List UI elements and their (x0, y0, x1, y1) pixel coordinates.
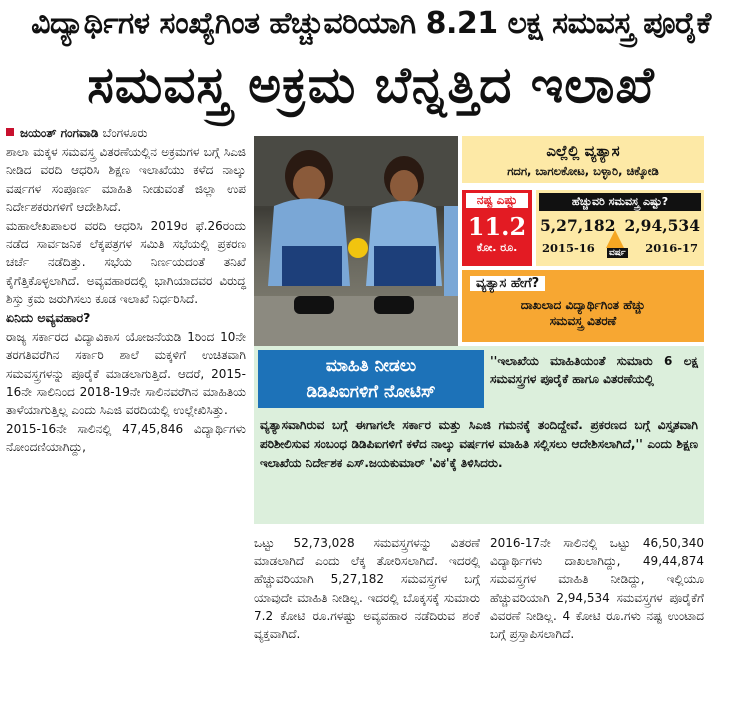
year-2015-16: 2015-16 (542, 241, 595, 255)
paragraph: ಮಹಾಲೇಖಪಾಲರ ವರದಿ ಆಧರಿಸಿ 2019ರ ಫೆ.26ರಂದು ನಡೆದ ಸಾರ್ವಜನಿಕ ಲೆಕ್ಕಪತ್ರಗಳ ಸಮಿತಿ ಸಭೆಯಲ್ಲಿ ಪ್ರಕರಣ ಚರ್ಚೆ ನಡೆದಿತ್ತು. ಸಭೆಯ ನಿರ್ಣಯದಂತೆ ತನಿಖೆ ಕೈಗೆತ್ತಿಕೊಳ್ಳಲಾಗಿದೆ. ಅವ್ಯವಹಾರದಲ್ಲಿ ಭಾಗಿಯಾದವರ ವಿರುದ್ಧ ಶಿಸ್ತು ಕ್ರಮ ಜರುಗಿಸಲು ಕೂಡ ಇಲಾಖೆ ನಿರ್ಧರಿಸಿದೆ. (6, 219, 246, 306)
main-headline: ಸಮವಸ್ತ್ರ ಅಕ್ರಮ ಬೆನ್ನತ್ತಿದ ಇಲಾಖೆ (87, 56, 655, 114)
extra-uniforms-label: ಹೆಚ್ಚುವರಿ ಸಮವಸ್ತ್ರ ಎಷ್ಟು? (539, 193, 701, 211)
subheading: ಏನಿದು ಅವ್ಯವಹಾರ? (6, 310, 91, 326)
article-column-3: 2016-17ನೇ ಸಾಲಿನಲ್ಲಿ ಒಟ್ಟು 46,50,340 ವಿದ್ಯಾರ್ಥಿಗಳು ದಾಖಲಾಗಿದ್ದು, 49,44,874 ಸಮವಸ್ತ್ರಗಳ ಮಾಹಿತಿ ನೀಡಿದ್ದು, ಇಲ್ಲಿಯೂ ಹೆಚ್ಚುವರಿಯಾಗಿ 2,94,534 ಸಮವಸ್ತ್ರಗಳ ಪೂರೈಕೆಗೆ ವಿವರಣೆ ನೀಡಿಲ್ಲ. 4 ಕೋಟಿ ರೂ.ಗಳು ನಷ್ಟ ಉಂಟಾದ ಬಗ್ಗೆ ಪ್ರಸ್ತಾಪಿಸಲಾಗಿದೆ. (490, 536, 704, 642)
loss-unit: ಕೋ. ರೂ. (476, 241, 518, 254)
paragraph: 2015-16ನೇ ಸಾಲಿನಲ್ಲಿ 47,45,846 ವಿದ್ಯಾರ್ಥಿಗಳು ನೋಂದಣಿಯಾಗಿದ್ದು, (6, 422, 246, 455)
extra-uniforms-box (536, 190, 704, 266)
where-differences-box (462, 136, 704, 183)
value-2016-17: 2,94,534 (624, 216, 700, 235)
byline-author: ಜಯಂತ್ ಗಂಗವಾಡಿ (20, 126, 99, 140)
quote-part-2: ವ್ಯತ್ಯಾಸವಾಗಿರುವ ಬಗ್ಗೆ ಈಗಾಗಲೇ ಸರ್ಕಾರ ಮತ್ತು ಸಿಎಜಿ ಗಮನಕ್ಕೆ ತಂದಿದ್ದೇವೆ. ಪ್ರಕರಣದ ಬಗ್ಗೆ ವಿಸ್ತೃತವಾಗಿ ಪರಿಶೀಲಿಸುವ ಸಂಬಂಧ ಡಿಡಿಪಿಐಗಳಿಗೆ ಕಳೆದ ನಾಲ್ಕು ವರ್ಷಗಳ ಮಾಹಿತಿ ಸಲ್ಲಿಸಲು ಆದೇಶಿಸಲಾಗಿದೆ,'' ಎಂದು ಶಿಕ್ಷಣ ಇಲಾಖೆಯ ನಿರ್ದೇಶಕ ಎಸ್.ಜಯಕುಮಾರ್ 'ವಿಕ'ಕ್ಕೆ ತಿಳಿಸಿದರು. (260, 418, 698, 470)
paragraph: ರಾಜ್ಯ ಸರ್ಕಾರದ ವಿದ್ಯಾವಿಕಾಸ ಯೋಜನೆಯಡಿ 1ರಿಂದ 10ನೇ ತರಗತಿವರೆಗಿನ ಸರ್ಕಾರಿ ಶಾಲೆ ಮಕ್ಕಳಿಗೆ ಉಚಿತವಾಗಿ ಸಮವಸ್ತ್ರಗಳನ್ನು ಪೂರೈಕೆ ಮಾಡಲಾಗುತ್ತಿದೆ. ಆದರೆ, 2015-16ನೇ ಸಾಲಿನಿಂದ 2018-19ನೇ ಸಾಲಿನವರೆಗಿನ ಮಾಹಿತಿಯ ತಾಳೆಯಾಗುತ್ತಿಲ್ಲ ಎಂದು ಸಿಎಜಿ ವರದಿಯಲ್ಲಿ ಉಲ್ಲೇಖಿಸಿತ್ತು. (6, 330, 246, 418)
students-photo-illustration (254, 136, 458, 346)
where-differences-title: ಎಲ್ಲೆಲ್ಲಿ ವ್ಯತ್ಯಾಸ (546, 142, 620, 160)
loss-box (462, 190, 532, 266)
answer-line-1: ದಾಖಲಾದ ವಿದ್ಯಾರ್ಥಿಗಿಂತ ಹೆಚ್ಚು (520, 298, 646, 312)
paragraph: ಶಾಲಾ ಮಕ್ಕಳ ಸಮವಸ್ತ್ರ ವಿತರಣೆಯಲ್ಲಿನ ಅಕ್ರಮಗಳ ಬಗ್ಗೆ ಸಿಎಜಿ ನೀಡಿದ ವರದಿ ಆಧರಿಸಿ ಶಿಕ್ಷಣ ಇಲಾಖೆಯು ಕಳೆದ ನಾಲ್ಕು ವರ್ಷಗಳ ಸಂಪೂರ್ಣ ಮಾಹಿತಿ ನೀಡುವಂತೆ ಜಿಲ್ಲಾ ಉಪ ನಿರ್ದೇಶಕರುಗಳಿಗೆ ಆದೇಶಿಸಿದೆ. (6, 145, 246, 214)
up-triangle-icon (606, 230, 624, 248)
how-difference-question: ವ್ಯತ್ಯಾಸ ಹೇಗೆ? (470, 276, 545, 291)
how-difference-box (462, 270, 704, 342)
notice-banner (258, 350, 484, 408)
bullet-square-icon (6, 128, 14, 136)
loss-value: 11.2 (467, 212, 527, 241)
kicker-headline: ವಿದ್ಯಾರ್ಥಿಗಳ ಸಂಖ್ಯೆಗಿಂತ ಹೆಚ್ಚುವರಿಯಾಗಿ 8.21 ಲಕ್ಷ ಸಮವಸ್ತ್ರ ಪೂರೈಕೆ (31, 6, 711, 41)
answer-line-2: ಸಮವಸ್ತ್ರ ವಿತರಣೆ (549, 314, 617, 328)
year-word-label: ವರ್ಷ (609, 248, 626, 258)
value-2015-16: 5,27,182 (540, 216, 616, 235)
districts-list: ಗದಗ, ಬಾಗಲಕೋಟ, ಬಳ್ಳಾರಿ, ಚಿಕ್ಕೋಡಿ (507, 164, 659, 178)
notice-line-2: ಡಿಡಿಪಿಐಗಳಿಗೆ ನೋಟಿಸ್ (306, 382, 436, 402)
article-column-1 (6, 124, 246, 458)
article-column-2: ಒಟ್ಟು 52,73,028 ಸಮವಸ್ತ್ರಗಳನ್ನು ವಿತರಣೆ ಮಾಡಲಾಗಿದೆ ಎಂದು ಲೆಕ್ಕ ತೋರಿಸಲಾಗಿದೆ. ಇದರಲ್ಲಿ ಹೆಚ್ಚುವರಿಯಾಗಿ 5,27,182 ಸಮವಸ್ತ್ರಗಳ ಬಗ್ಗೆ ಯಾವುದೇ ಮಾಹಿತಿ ನೀಡಿಲ್ಲ. ಇದರಲ್ಲಿ ಬೊಕ್ಕಸಕ್ಕೆ ಸುಮಾರು 7.2 ಕೋಟಿ ರೂ.ಗಳಷ್ಟು ಅವ್ಯವಹಾರ ನಡೆದಿರುವ ಶಂಕೆ ವ್ಯಕ್ತವಾಗಿದೆ. (254, 536, 480, 642)
year-2016-17: 2016-17 (645, 241, 698, 255)
byline-place: ಬೆಂಗಳೂರು (102, 126, 148, 140)
byline (6, 124, 246, 142)
quote-part-1: ''ಇಲಾಖೆಯ ಮಾಹಿತಿಯಂತೆ ಸುಮಾರು 6 ಲಕ್ಷ ಸಮವಸ್ತ್ರಗಳ ಪೂರೈಕೆ ಹಾಗೂ ವಿತರಣೆಯಲ್ಲಿ (490, 354, 698, 386)
loss-label: ನಷ್ಟ ಎಷ್ಟು (466, 193, 528, 208)
how-difference-answer (462, 297, 704, 329)
students-photo (254, 136, 458, 346)
notice-line-1: ಮಾಹಿತಿ ನೀಡಲು (325, 356, 417, 376)
